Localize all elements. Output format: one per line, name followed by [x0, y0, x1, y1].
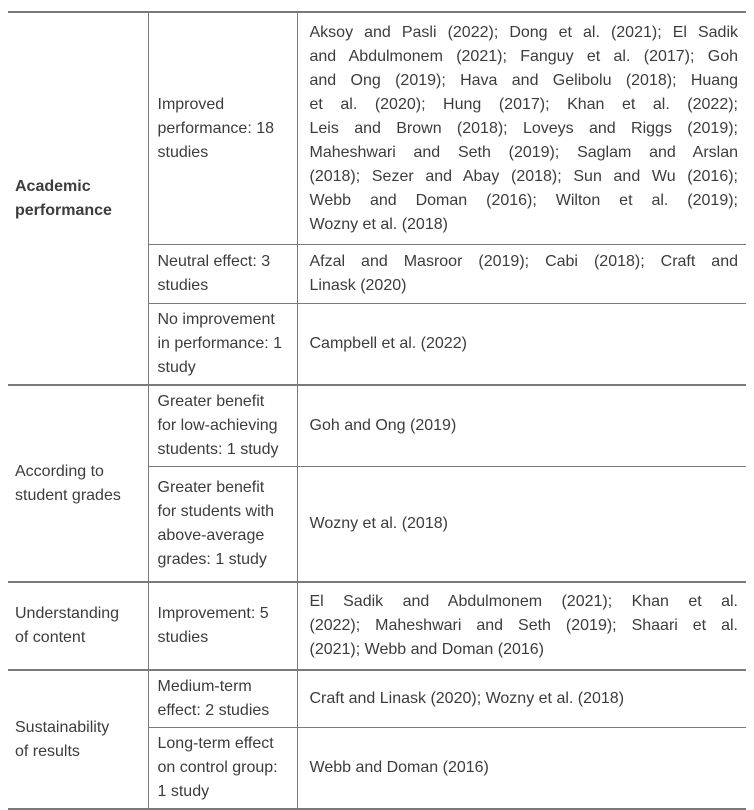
effect-cell: Greater benefit for low-achieving students: 1 study — [148, 385, 297, 467]
effect-cell: Improved performance: 18 studies — [148, 12, 297, 245]
citations-cell: Webb and Doman (2016) — [297, 728, 746, 810]
citations-cell: Wozny et al. (2018) — [297, 467, 746, 583]
table-row — [8, 670, 746, 728]
effect-cell: No improvement in performance: 1 study — [148, 304, 297, 386]
category-cell-understanding-of-content: Understanding of content — [8, 582, 148, 670]
citations-cell: Goh and Ong (2019) — [297, 385, 746, 467]
table-row — [8, 582, 746, 670]
effect-cell: Improvement: 5 studies — [148, 582, 297, 670]
citations-cell: Aksoy and Pasli (2022); Dong et al. (2021); El Sadik and Abdulmonem (2021); Fanguy et al. (2017); Goh and Ong (2019); Hava and Gelibolu (2018); Huang et al. (2020); Hung (2017); Khan et al. (2022); Leis and Brown (2018); Loveys and Riggs (2019); Maheshwari and Seth (2019); Saglam and Arslan (2018); Sezer and Abay (2018); Sun and Wu (2016); Webb and Doman (2016); Wilton et al. (2019); Wozny et al. (2018) — [297, 12, 746, 245]
citations-cell: Craft and Linask (2020); Wozny et al. (2018) — [297, 670, 746, 728]
effect-cell: Greater benefit for students with above-average grades: 1 study — [148, 467, 297, 583]
effect-cell: Medium-term effect: 2 studies — [148, 670, 297, 728]
evidence-table — [8, 11, 746, 810]
citations-cell: El Sadik and Abdulmonem (2021); Khan et al. (2022); Maheshwari and Seth (2019); Shaari et al. (2021); Webb and Doman (2016) — [297, 582, 746, 670]
citations-cell: Afzal and Masroor (2019); Cabi (2018); Craft and Linask (2020) — [297, 245, 746, 304]
effect-cell: Neutral effect: 3 studies — [148, 245, 297, 304]
paper-page — [0, 11, 754, 800]
effect-cell: Long-term effect on control group: 1 study — [148, 728, 297, 810]
category-cell-academic-performance: Academic performance — [8, 12, 148, 385]
table-row — [8, 12, 746, 245]
table-row — [8, 385, 746, 467]
category-cell-sustainability-of-results: Sustainability of results — [8, 670, 148, 809]
category-cell-student-grades: According to student grades — [8, 385, 148, 582]
citations-cell: Campbell et al. (2022) — [297, 304, 746, 386]
